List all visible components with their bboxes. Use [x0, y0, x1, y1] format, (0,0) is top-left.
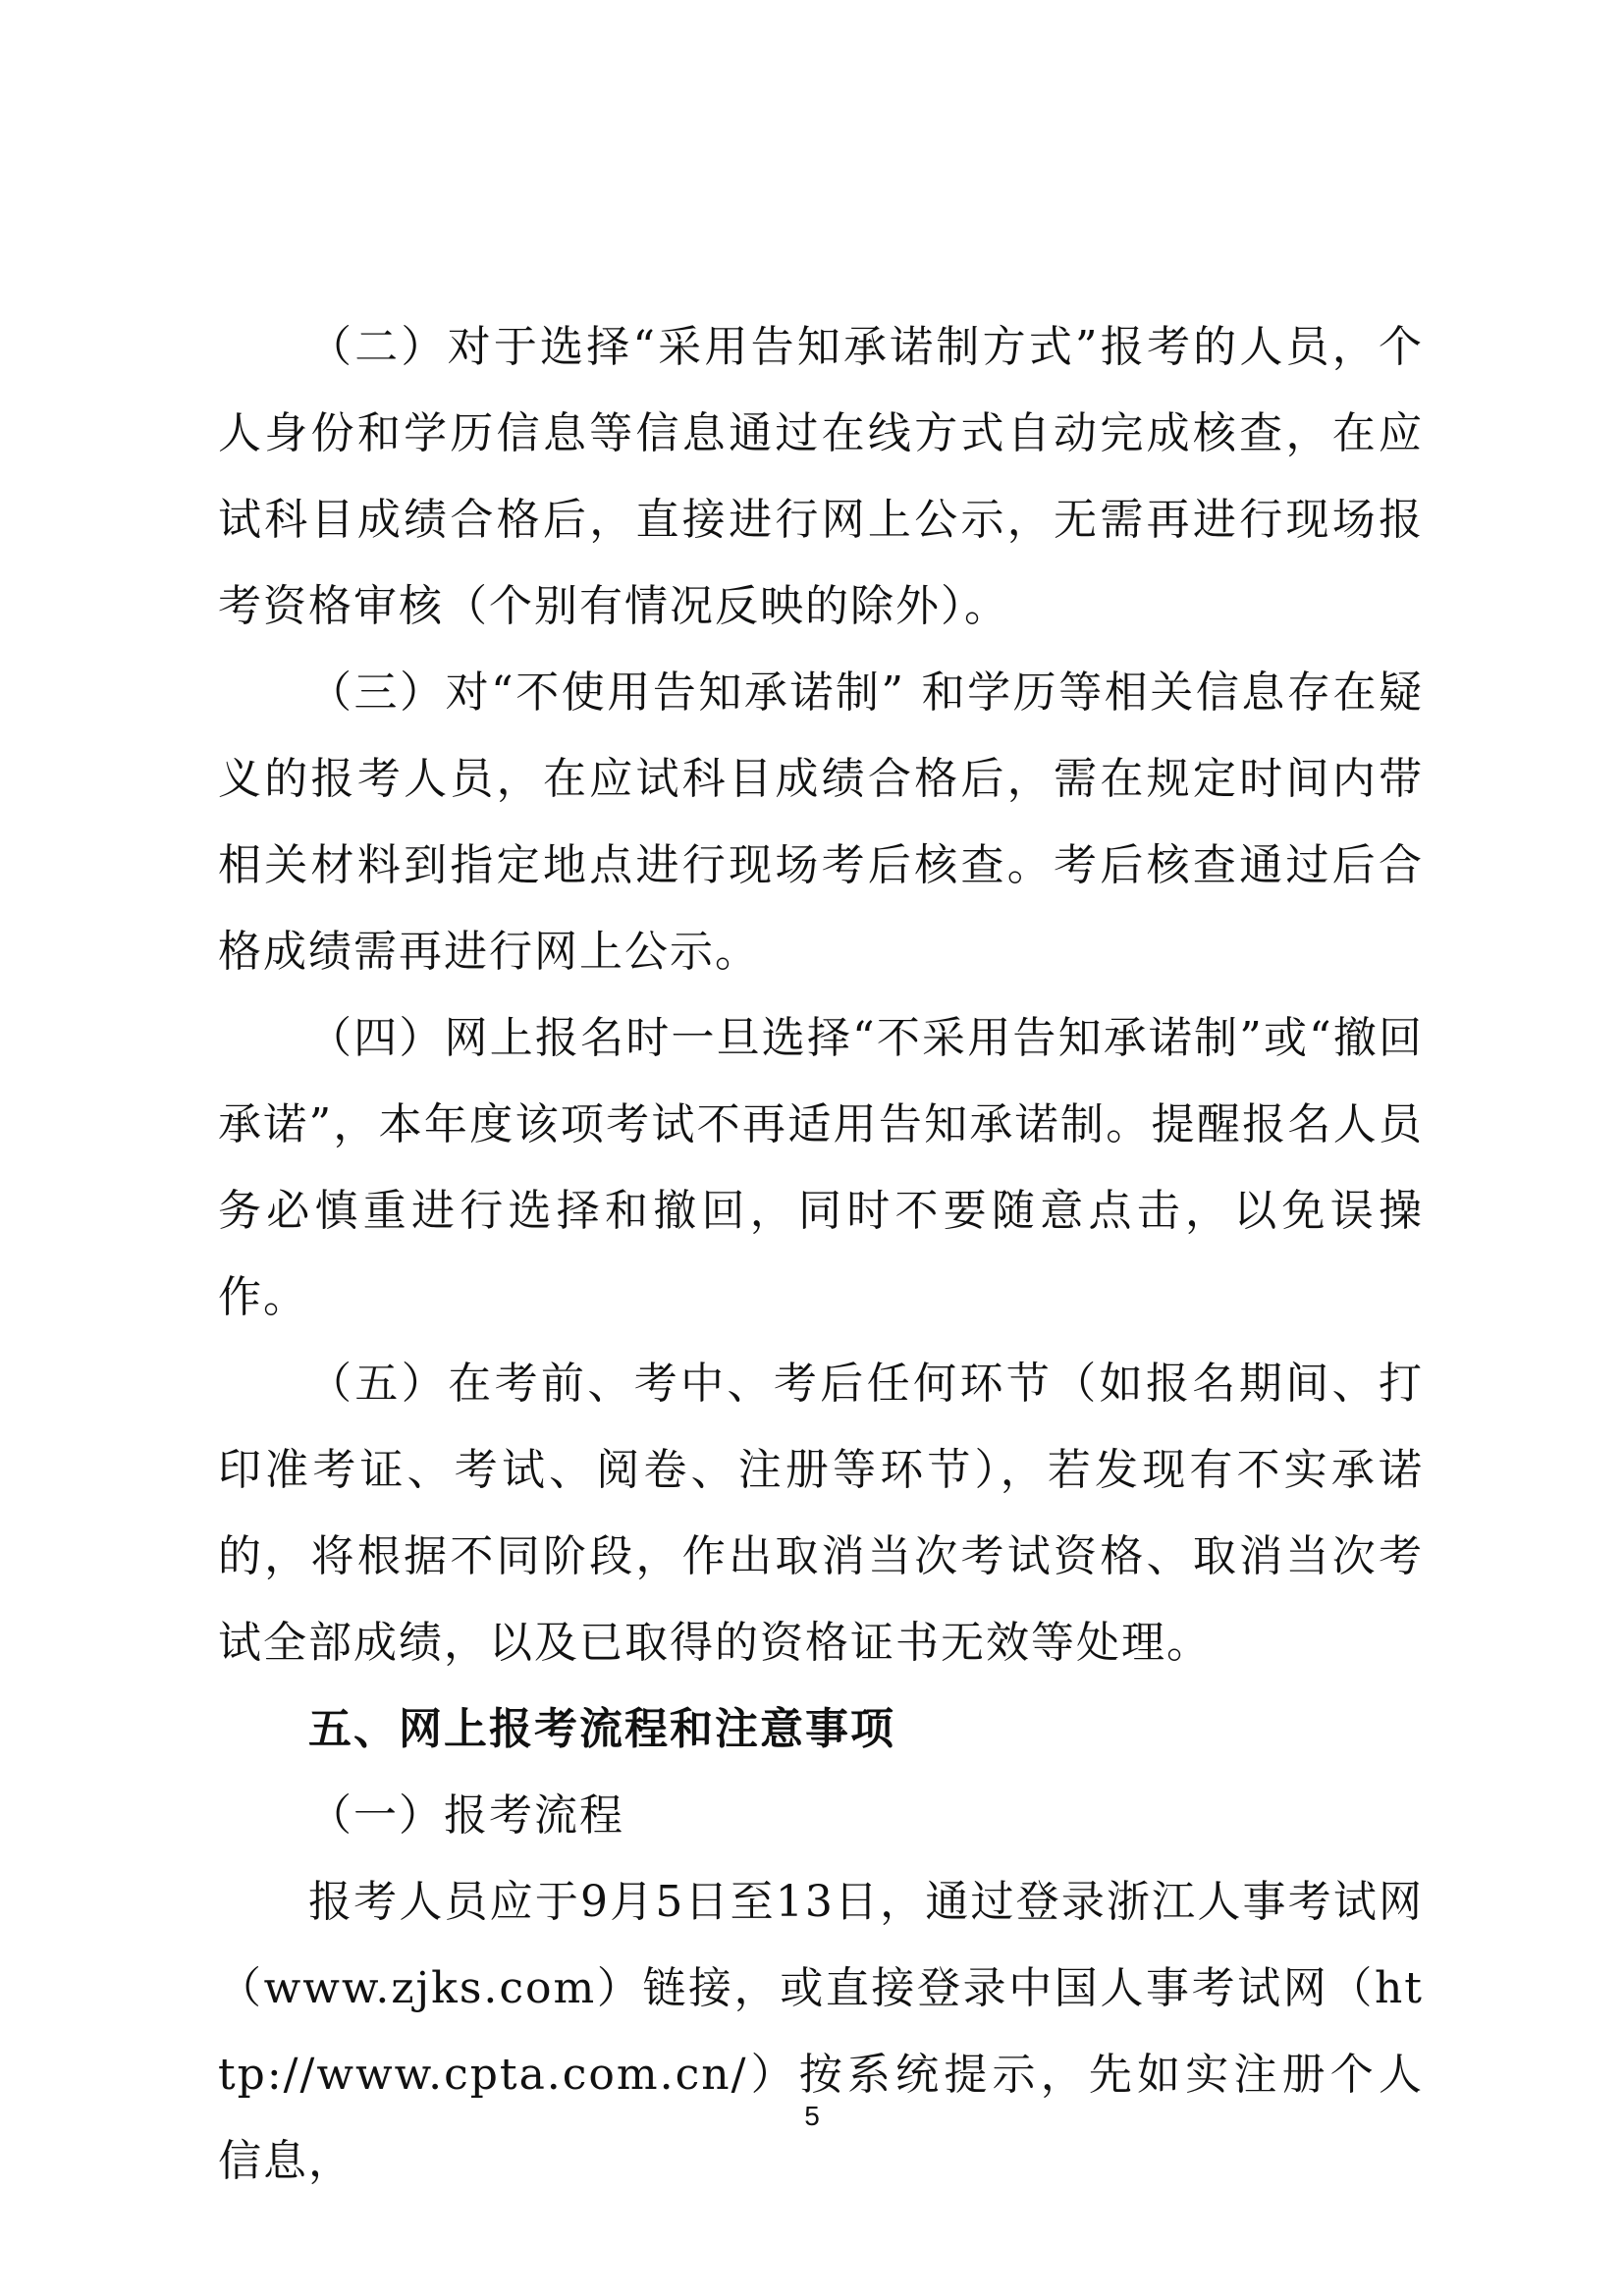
section-heading: 五、网上报考流程和注意事项 — [308, 1704, 895, 1754]
paragraph-item-3: （三）对“不使用告知承诺制” 和学历等相关信息存在疑义的报考人员，在应试科目成绩合格后，需在规定时间内带相关材料到指定地点进行现场考后核查。考后核查通过后合格成绩需再进行网上公示。 — [218, 667, 1424, 977]
paragraph-item-5: （五）在考前、考中、考后任何环节（如报名期间、打印准考证、考试、阅卷、注册等环节），若发现有不实承诺的，将根据不同阶段，作出取消当次考试资格、取消当次考试全部成绩，以及已取得的资格证书无效等处理。 — [218, 1359, 1424, 1668]
paragraph-item-4: （四）网上报名时一旦选择“不采用告知承诺制”或“撤回承诺”，本年度该项考试不再适用告知承诺制。提醒报名人员务必慎重进行选择和撤回，同时不要随意点击，以免误操作。 — [218, 1013, 1424, 1322]
page-number: 5 — [804, 2101, 820, 2131]
final-paragraph: 报考人员应于9月5日至13日，通过登录浙江人事考试网（www.zjks.com）链接，或直接登录中国人事考试网（http://www.cpta.com.cn/）按系统提示，先如实注册个人信息， — [218, 1877, 1424, 2186]
document-body — [218, 304, 1424, 2205]
paragraph-item-2: （二）对于选择“采用告知承诺制方式”报考的人员，个人身份和学历信息等信息通过在线方式自动完成核查，在应试科目成绩合格后，直接进行网上公示，无需再进行现场报考资格审核（个别有情况反映的除外）。 — [218, 322, 1424, 631]
subheading: （一）报考流程 — [308, 1790, 624, 1841]
